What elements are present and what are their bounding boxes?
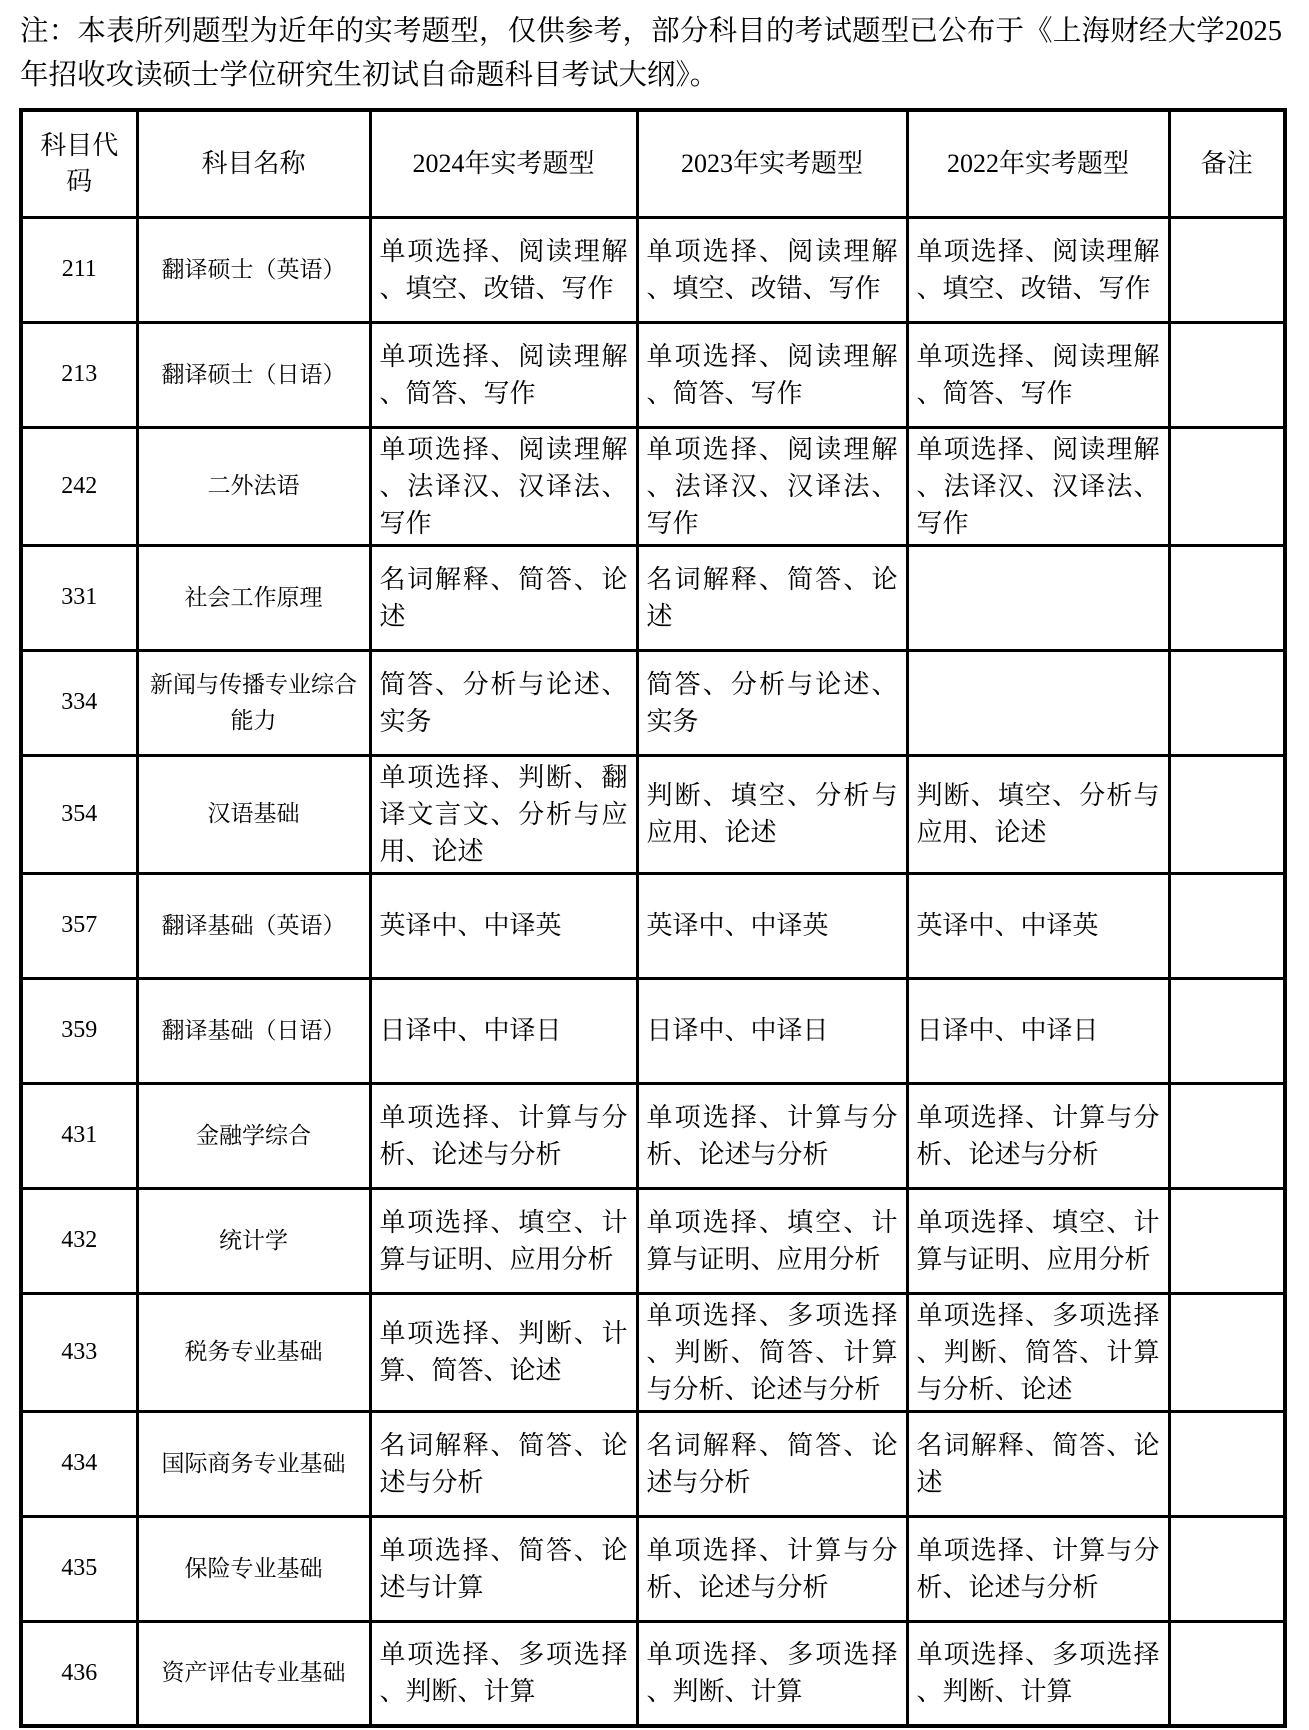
- cell-types-2023: 单项选择、阅读理解、填空、改错、写作: [637, 217, 907, 322]
- cell-remark: [1169, 1516, 1285, 1621]
- table-row: [21, 1293, 1285, 1411]
- header-remark: 备注: [1169, 110, 1285, 217]
- cell-types-2023: 日译中、中译日: [637, 978, 907, 1083]
- cell-types-2023: 判断、填空、分析与应用、论述: [637, 755, 907, 873]
- cell-remark: [1169, 1188, 1285, 1293]
- cell-types-2024: 单项选择、判断、翻译文言文、分析与应用、论述: [370, 755, 637, 873]
- cell-types-2022: 单项选择、阅读理解、填空、改错、写作: [907, 217, 1169, 322]
- cell-types-2022: [907, 650, 1169, 755]
- cell-types-2022: 日译中、中译日: [907, 978, 1169, 1083]
- cell-subject-code: 435: [21, 1516, 137, 1621]
- cell-subject-code: 357: [21, 873, 137, 978]
- cell-types-2022: [907, 545, 1169, 650]
- table-row: [21, 1188, 1285, 1293]
- cell-subject-code: 433: [21, 1293, 137, 1411]
- exam-types-table: [19, 108, 1287, 1728]
- header-row: [21, 110, 1285, 217]
- table-row: [21, 650, 1285, 755]
- cell-types-2024: 英译中、中译英: [370, 873, 637, 978]
- cell-types-2023: 英译中、中译英: [637, 873, 907, 978]
- cell-types-2023: 单项选择、多项选择、判断、简答、计算与分析、论述与分析: [637, 1293, 907, 1411]
- table-row: [21, 217, 1285, 322]
- cell-subject-name: 金融学综合: [137, 1083, 370, 1188]
- table-row: [21, 873, 1285, 978]
- header-subject-code: 科目代码: [21, 110, 137, 217]
- cell-subject-code: 359: [21, 978, 137, 1083]
- cell-subject-name: 二外法语: [137, 427, 370, 545]
- document-page: [0, 10, 1309, 1728]
- cell-subject-code: 334: [21, 650, 137, 755]
- cell-types-2024: 日译中、中译日: [370, 978, 637, 1083]
- cell-types-2022: 单项选择、计算与分析、论述与分析: [907, 1083, 1169, 1188]
- cell-subject-name: 统计学: [137, 1188, 370, 1293]
- cell-types-2024: 单项选择、阅读理解、法译汉、汉译法、写作: [370, 427, 637, 545]
- table-row: [21, 1621, 1285, 1726]
- cell-types-2024: 简答、分析与论述、实务: [370, 650, 637, 755]
- cell-types-2023: 单项选择、阅读理解、法译汉、汉译法、写作: [637, 427, 907, 545]
- cell-types-2024: 单项选择、填空、计算与证明、应用分析: [370, 1188, 637, 1293]
- table-row: [21, 545, 1285, 650]
- cell-types-2022: 单项选择、多项选择、判断、计算: [907, 1621, 1169, 1726]
- cell-types-2024: 单项选择、简答、论述与计算: [370, 1516, 637, 1621]
- cell-subject-code: 432: [21, 1188, 137, 1293]
- cell-types-2022: 单项选择、阅读理解、法译汉、汉译法、写作: [907, 427, 1169, 545]
- cell-types-2024: 名词解释、简答、论述与分析: [370, 1411, 637, 1516]
- table-row: [21, 322, 1285, 427]
- cell-subject-name: 汉语基础: [137, 755, 370, 873]
- cell-types-2023: 单项选择、填空、计算与证明、应用分析: [637, 1188, 907, 1293]
- table-body: [21, 217, 1285, 1726]
- cell-types-2023: 名词解释、简答、论述与分析: [637, 1411, 907, 1516]
- cell-remark: [1169, 755, 1285, 873]
- header-2022-types: 2022年实考题型: [907, 110, 1169, 217]
- cell-subject-name: 保险专业基础: [137, 1516, 370, 1621]
- table-row: [21, 755, 1285, 873]
- table-header: [21, 110, 1285, 217]
- cell-subject-code: 431: [21, 1083, 137, 1188]
- cell-types-2024: 单项选择、计算与分析、论述与分析: [370, 1083, 637, 1188]
- cell-subject-code: 434: [21, 1411, 137, 1516]
- table-row: [21, 1411, 1285, 1516]
- cell-types-2022: 判断、填空、分析与应用、论述: [907, 755, 1169, 873]
- cell-types-2023: 单项选择、阅读理解、简答、写作: [637, 322, 907, 427]
- cell-subject-code: 354: [21, 755, 137, 873]
- cell-types-2024: 单项选择、判断、计算、简答、论述: [370, 1293, 637, 1411]
- cell-types-2022: 单项选择、计算与分析、论述与分析: [907, 1516, 1169, 1621]
- table-row: [21, 1516, 1285, 1621]
- cell-remark: [1169, 873, 1285, 978]
- cell-remark: [1169, 978, 1285, 1083]
- cell-subject-code: 213: [21, 322, 137, 427]
- cell-types-2023: 单项选择、计算与分析、论述与分析: [637, 1516, 907, 1621]
- cell-subject-name: 税务专业基础: [137, 1293, 370, 1411]
- cell-remark: [1169, 1293, 1285, 1411]
- cell-types-2022: 名词解释、简答、论述: [907, 1411, 1169, 1516]
- cell-remark: [1169, 545, 1285, 650]
- cell-subject-name: 翻译基础（英语）: [137, 873, 370, 978]
- header-2023-types: 2023年实考题型: [637, 110, 907, 217]
- table-row: [21, 427, 1285, 545]
- header-2024-types: 2024年实考题型: [370, 110, 637, 217]
- cell-remark: [1169, 217, 1285, 322]
- cell-subject-name: 翻译硕士（日语）: [137, 322, 370, 427]
- cell-types-2023: 名词解释、简答、论述: [637, 545, 907, 650]
- cell-subject-code: 242: [21, 427, 137, 545]
- cell-subject-code: 331: [21, 545, 137, 650]
- table-row: [21, 978, 1285, 1083]
- cell-types-2024: 单项选择、阅读理解、填空、改错、写作: [370, 217, 637, 322]
- cell-remark: [1169, 650, 1285, 755]
- cell-subject-name: 资产评估专业基础: [137, 1621, 370, 1726]
- cell-types-2024: 单项选择、多项选择、判断、计算: [370, 1621, 637, 1726]
- cell-types-2022: 单项选择、多项选择、判断、简答、计算与分析、论述: [907, 1293, 1169, 1411]
- note-text: 注：本表所列题型为近年的实考题型，仅供参考，部分科目的考试题型已公布于《上海财经大学2025年招收攻读硕士学位研究生初试自命题科目考试大纲》。: [20, 16, 1282, 91]
- cell-types-2023: 单项选择、计算与分析、论述与分析: [637, 1083, 907, 1188]
- cell-subject-name: 翻译基础（日语）: [137, 978, 370, 1083]
- cell-types-2022: 英译中、中译英: [907, 873, 1169, 978]
- cell-subject-code: 211: [21, 217, 137, 322]
- cell-remark: [1169, 427, 1285, 545]
- cell-subject-code: 436: [21, 1621, 137, 1726]
- cell-subject-name: 社会工作原理: [137, 545, 370, 650]
- cell-types-2024: 名词解释、简答、论述: [370, 545, 637, 650]
- cell-remark: [1169, 1083, 1285, 1188]
- cell-types-2023: 单项选择、多项选择、判断、计算: [637, 1621, 907, 1726]
- cell-types-2022: 单项选择、填空、计算与证明、应用分析: [907, 1188, 1169, 1293]
- cell-types-2023: 简答、分析与论述、实务: [637, 650, 907, 755]
- cell-subject-name: 翻译硕士（英语）: [137, 217, 370, 322]
- cell-types-2024: 单项选择、阅读理解、简答、写作: [370, 322, 637, 427]
- cell-remark: [1169, 1411, 1285, 1516]
- cell-remark: [1169, 322, 1285, 427]
- table-row: [21, 1083, 1285, 1188]
- cell-types-2022: 单项选择、阅读理解、简答、写作: [907, 322, 1169, 427]
- header-subject-name: 科目名称: [137, 110, 370, 217]
- cell-remark: [1169, 1621, 1285, 1726]
- cell-subject-name: 新闻与传播专业综合能力: [137, 650, 370, 755]
- cell-subject-name: 国际商务专业基础: [137, 1411, 370, 1516]
